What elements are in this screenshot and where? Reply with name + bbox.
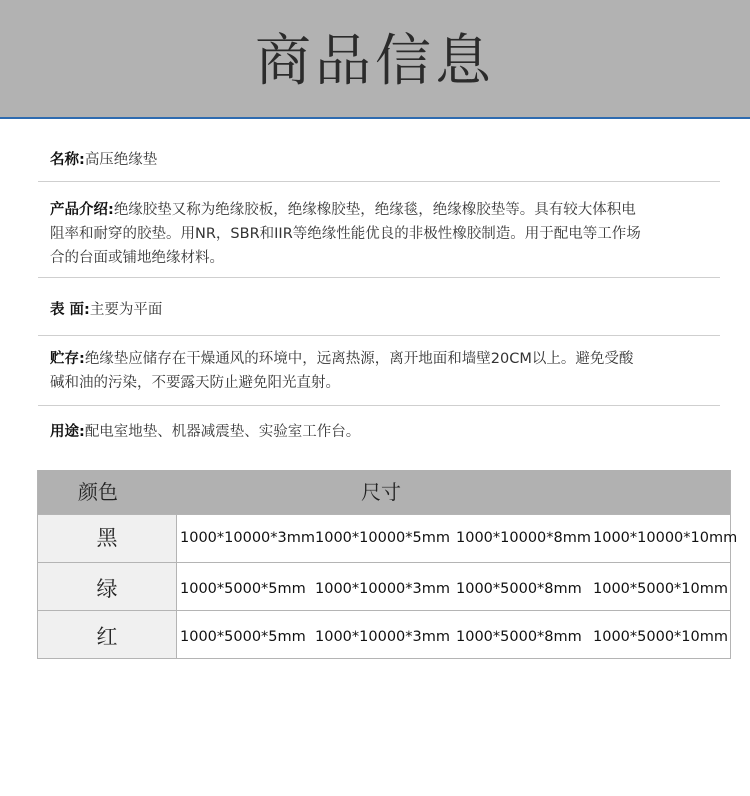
header-divider (0, 117, 750, 119)
size-cell: 1000*5000*5mm (180, 581, 306, 597)
table-row (38, 514, 738, 563)
usage-label: 用途: (50, 424, 85, 440)
intro-line-3: 合的台面或铺地绝缘材料。 (50, 250, 224, 266)
color-cell: 红 (38, 611, 177, 658)
size-cell: 1000*10000*10mm (593, 530, 738, 546)
info-row-storage (38, 336, 720, 406)
size-cell: 1000*5000*8mm (456, 629, 582, 645)
size-table (37, 470, 738, 659)
info-row-intro (38, 182, 720, 278)
header-banner (0, 0, 750, 117)
usage-value: 配电室地垫、机器减震垫、实验室工作台。 (84, 424, 361, 440)
info-row-name (38, 136, 720, 182)
header-color: 颜色 (78, 480, 118, 504)
header-size: 尺寸 (361, 480, 401, 504)
surface-value: 主要为平面 (89, 302, 163, 318)
size-cell: 1000*10000*3mm (180, 530, 316, 546)
info-row-surface (38, 278, 720, 336)
color-cell: 黑 (38, 515, 177, 563)
size-cell: 1000*10000*3mm (315, 629, 451, 645)
table-row (38, 562, 730, 611)
color-cell: 绿 (38, 563, 177, 611)
name-label: 名称: (50, 152, 85, 168)
name-value: 高压绝缘垫 (84, 152, 158, 168)
storage-line-2: 碱和油的污染，不要露天防止避免阳光直射。 (50, 375, 340, 391)
size-cell: 1000*5000*8mm (456, 581, 582, 597)
intro-label: 产品介绍: (50, 202, 114, 218)
table-header (38, 470, 730, 514)
size-cell: 1000*5000*5mm (180, 629, 306, 645)
size-cell: 1000*10000*3mm (315, 581, 451, 597)
intro-line-1: 绝缘胶垫又称为绝缘胶板，绝缘橡胶垫，绝缘毯，绝缘橡胶垫等。具有较大体积电 (113, 202, 636, 218)
size-cell: 1000*5000*10mm (593, 581, 729, 597)
product-info-section (38, 136, 720, 452)
size-cell: 1000*10000*5mm (315, 530, 451, 546)
size-cell: 1000*10000*8mm (456, 530, 592, 546)
storage-line-1: 绝缘垫应储存在干燥通风的环境中，远离热源，离开地面和墙壁20CM以上。避免受酸 (84, 351, 634, 367)
surface-label: 表 面: (50, 302, 90, 318)
info-row-usage (38, 406, 720, 452)
storage-label: 贮存: (50, 351, 85, 367)
page-title: 商品信息 (255, 29, 495, 94)
intro-line-2: 阻率和耐穿的胶垫。用NR，SBR和IIR等绝缘性能优良的非极性橡胶制造。用于配电等工作场 (50, 226, 641, 242)
size-cell: 1000*5000*10mm (593, 629, 729, 645)
table-row (38, 610, 730, 658)
